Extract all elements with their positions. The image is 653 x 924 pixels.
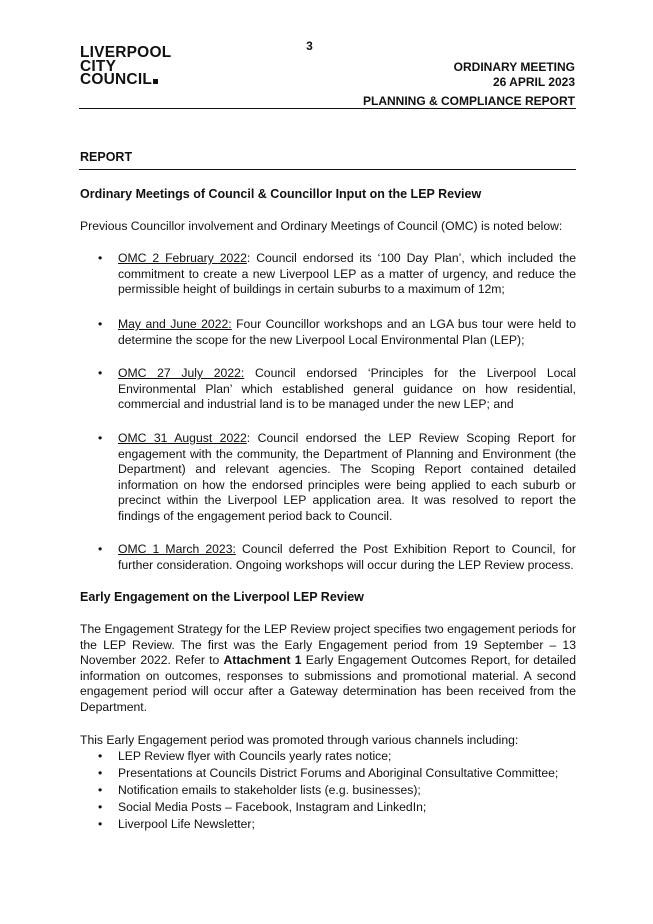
bullet-text: Four Councillor workshops and an LGA bus tour were held to determine the scope for the new Liverpool Local Environmental Plan (LEP); [118,317,576,347]
list-item [98,765,558,782]
bullet-text: Council deferred the Post Exhibition Report to Council, for further consideration. Ongoing workshops will occur during the LEP Review process. [118,542,576,572]
channels-list [98,748,558,833]
report-divider [79,169,576,170]
bullet-icon: • [98,800,103,814]
list-item [98,748,558,765]
list-item [98,366,576,413]
channel-text: LEP Review flyer with Councils yearly rates notice; [118,749,392,763]
report-type: PLANNING & COMPLIANCE REPORT [362,94,575,108]
list-item [98,251,576,298]
bullet-icon: • [98,366,103,380]
header-divider [79,108,576,109]
logo-line-3-text: COUNCIL [80,71,153,88]
bullet-icon: • [98,749,103,763]
channel-text: Presentations at Councils District Forums and Aboriginal Consultative Committee; [118,766,559,780]
bullet-label: OMC 2 February 2022 [118,251,247,265]
bullet-text: : Council endorsed its ‘100 Day Plan’, which included the commitment to create a new Liverpool LEP as a matter of urgency, and reduce the permissible height of buildings in certain suburbs to a maximum of 12m; [118,251,576,296]
logo-line-2: CITY [80,57,117,75]
meeting-date: 26 APRIL 2023 [492,75,575,89]
attachment-reference: Attachment 1 [223,653,302,667]
channel-text: Social Media Posts – Facebook, Instagram and LinkedIn; [118,800,427,814]
list-item [98,799,558,816]
bullet-icon: • [98,783,103,797]
channels-intro: This Early Engagement period was promoted through various channels including: [80,733,519,747]
meeting-name: ORDINARY MEETING [453,60,575,74]
bullet-icon: • [98,542,103,556]
list-item [98,816,558,833]
bullet-text: Council endorsed ‘Principles for the Liverpool Local Environmental Plan’ which established general guidance on how residential, commercial and industrial land is to be managed under the new LEP; and [118,366,576,411]
bullet-label: OMC 1 March 2023: [118,542,236,556]
bullet-text: : Council endorsed the LEP Review Scoping Report for engagement with the community, the Department of Planning and Environment (the Department) and relevant agencies. The Scoping Report contained detailed information on how the endorsed principles were being applied to each suburb or precinct within the Liverpool LEP application area. It was resolved to report the findings of the engagement period back to Council. [118,431,576,523]
bullet-icon: • [98,251,103,265]
channel-text: Notification emails to stakeholder lists (e.g. businesses); [118,783,421,797]
list-item [98,431,576,524]
section-heading-omc: Ordinary Meetings of Council & Councillor Input on the LEP Review [80,187,482,201]
channel-text: Liverpool Life Newsletter; [118,817,255,831]
engagement-text-b: Early Engagement Outcomes Report, for detailed information on outcomes, responses to submissions and promotional material. A second engagement period will occur after a Gateway determination has been received from the Department. [80,653,576,714]
list-item [98,542,576,573]
engagement-paragraph [80,622,576,715]
section-heading-early-engagement: Early Engagement on the Liverpool LEP Review [80,590,364,604]
bullet-label: OMC 27 July 2022: [118,366,245,380]
bullet-icon: • [98,817,103,831]
engagement-text-a: The Engagement Strategy for the LEP Review project specifies two engagement periods for the LEP Review. The first was the Early Engagement period from 19 September – 13 November 2022. Refer to [80,622,576,667]
page-number: 3 [306,39,313,53]
bullet-icon: • [98,766,103,780]
council-logo [80,46,171,87]
logo-line-1: LIVERPOOL [80,44,172,61]
list-item [98,782,558,799]
bullet-label: OMC 31 August 2022 [118,431,247,445]
logo-line-3 [80,73,171,87]
report-heading: REPORT [80,150,133,164]
section-intro: Previous Councillor involvement and Ordinary Meetings of Council (OMC) is noted below: [80,219,563,233]
bullet-label: May and June 2022: [118,317,232,331]
list-item [98,317,576,348]
bullet-icon: • [98,317,103,331]
logo-dot [153,79,158,84]
meeting-header [363,60,575,109]
bullet-icon: • [98,431,103,445]
